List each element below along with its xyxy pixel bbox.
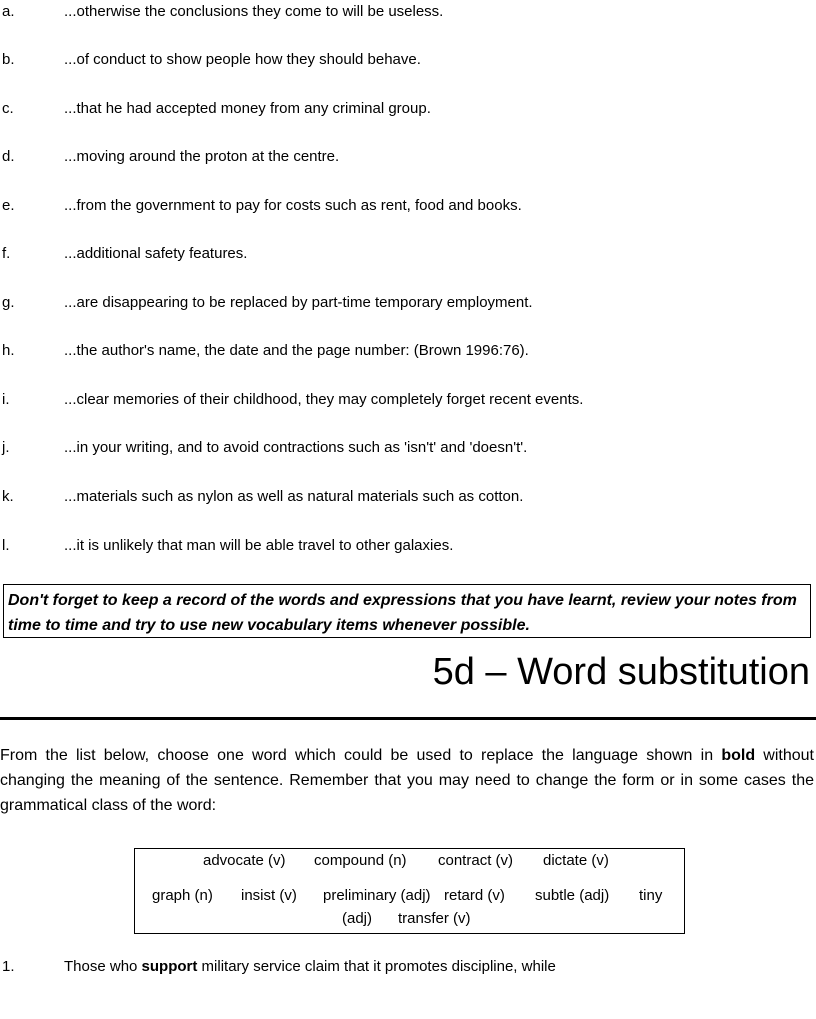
item-letter: l. [2,537,10,554]
item-letter: b. [2,51,15,68]
list-item-f [0,242,816,266]
item-letter: f. [2,245,11,262]
list-item-c [0,97,816,121]
item-text: ...the author's name, the date and the page number: (Brown 1996:76). [64,342,529,359]
word-compound: compound (n) [314,852,407,869]
word-retard: retard (v) [444,887,505,904]
item-text: ...clear memories of their childhood, they may completely forget recent events. [64,391,584,408]
item-text: ...additional safety features. [64,245,248,262]
item-letter: g. [2,294,15,311]
word-graph: graph (n) [152,887,213,904]
question-text-start: Those who [64,958,142,975]
item-text: ...moving around the proton at the centre. [64,148,340,165]
word-list-box [134,848,685,934]
instructions-bold-word: bold [721,747,756,764]
question-1 [0,955,816,979]
word-transfer: transfer (v) [398,910,471,927]
section-title: 5d – Word substitution [432,651,810,693]
item-text: ...are disappearing to be replaced by part-time temporary employment. [64,294,533,311]
item-text: ...it is unlikely that man will be able travel to other galaxies. [64,537,454,554]
instructions [0,743,814,818]
list-item-l [0,534,816,558]
item-text: ...that he had accepted money from any criminal group. [64,100,431,117]
word-insist: insist (v) [241,887,297,904]
item-letter: i. [2,391,10,408]
list-item-d [0,145,816,169]
list-item-k [0,485,816,509]
item-text: ...from the government to pay for costs such as rent, food and books. [64,197,522,214]
list-item-h [0,339,816,363]
list-item-e [0,194,816,218]
item-letter: k. [2,488,14,505]
item-letter: h. [2,342,15,359]
item-text: ...in your writing, and to avoid contractions such as 'isn't' and 'doesn't'. [64,439,528,456]
item-text: ...materials such as nylon as well as natural materials such as cotton. [64,488,524,505]
list-item-j [0,436,816,460]
word-contract: contract (v) [438,852,514,869]
item-text: ...of conduct to show people how they should behave. [64,51,421,68]
list-item-i [0,388,816,412]
question-text [64,955,556,979]
item-text: ...otherwise the conclusions they come to will be useless. [64,3,444,20]
word-preliminary: preliminary (adj) [323,887,431,904]
word-advocate: advocate (v) [203,852,286,869]
list-item-a [0,0,816,24]
item-letter: d. [2,148,15,165]
item-letter: j. [2,439,10,456]
instructions-text-end: without changing the meaning of the sentence. Remember that you may need to change the form or in some cases the grammatical class of the word: [0,747,815,814]
item-letter: e. [2,197,15,214]
word-tiny: tiny [639,887,663,904]
word-subtle: subtle (adj) [535,887,610,904]
title-divider [0,717,816,720]
vocabulary-note: Don't forget to keep a record of the words and expressions that you have learnt, review your notes from time to time and try to use new vocabulary items whenever possible. [3,584,811,638]
question-bold-word: support [141,958,198,975]
question-number: 1. [2,958,15,975]
item-letter: a. [2,3,15,20]
question-text-end: military service claim that it promotes discipline, while [197,958,556,975]
list-item-g [0,291,816,315]
instructions-text: From the list below, choose one word which could be used to replace the language shown in [0,747,722,764]
word-dictate: dictate (v) [543,852,609,869]
item-letter: c. [2,100,14,117]
word-tiny-class: (adj) [342,910,373,927]
list-item-b [0,48,816,72]
